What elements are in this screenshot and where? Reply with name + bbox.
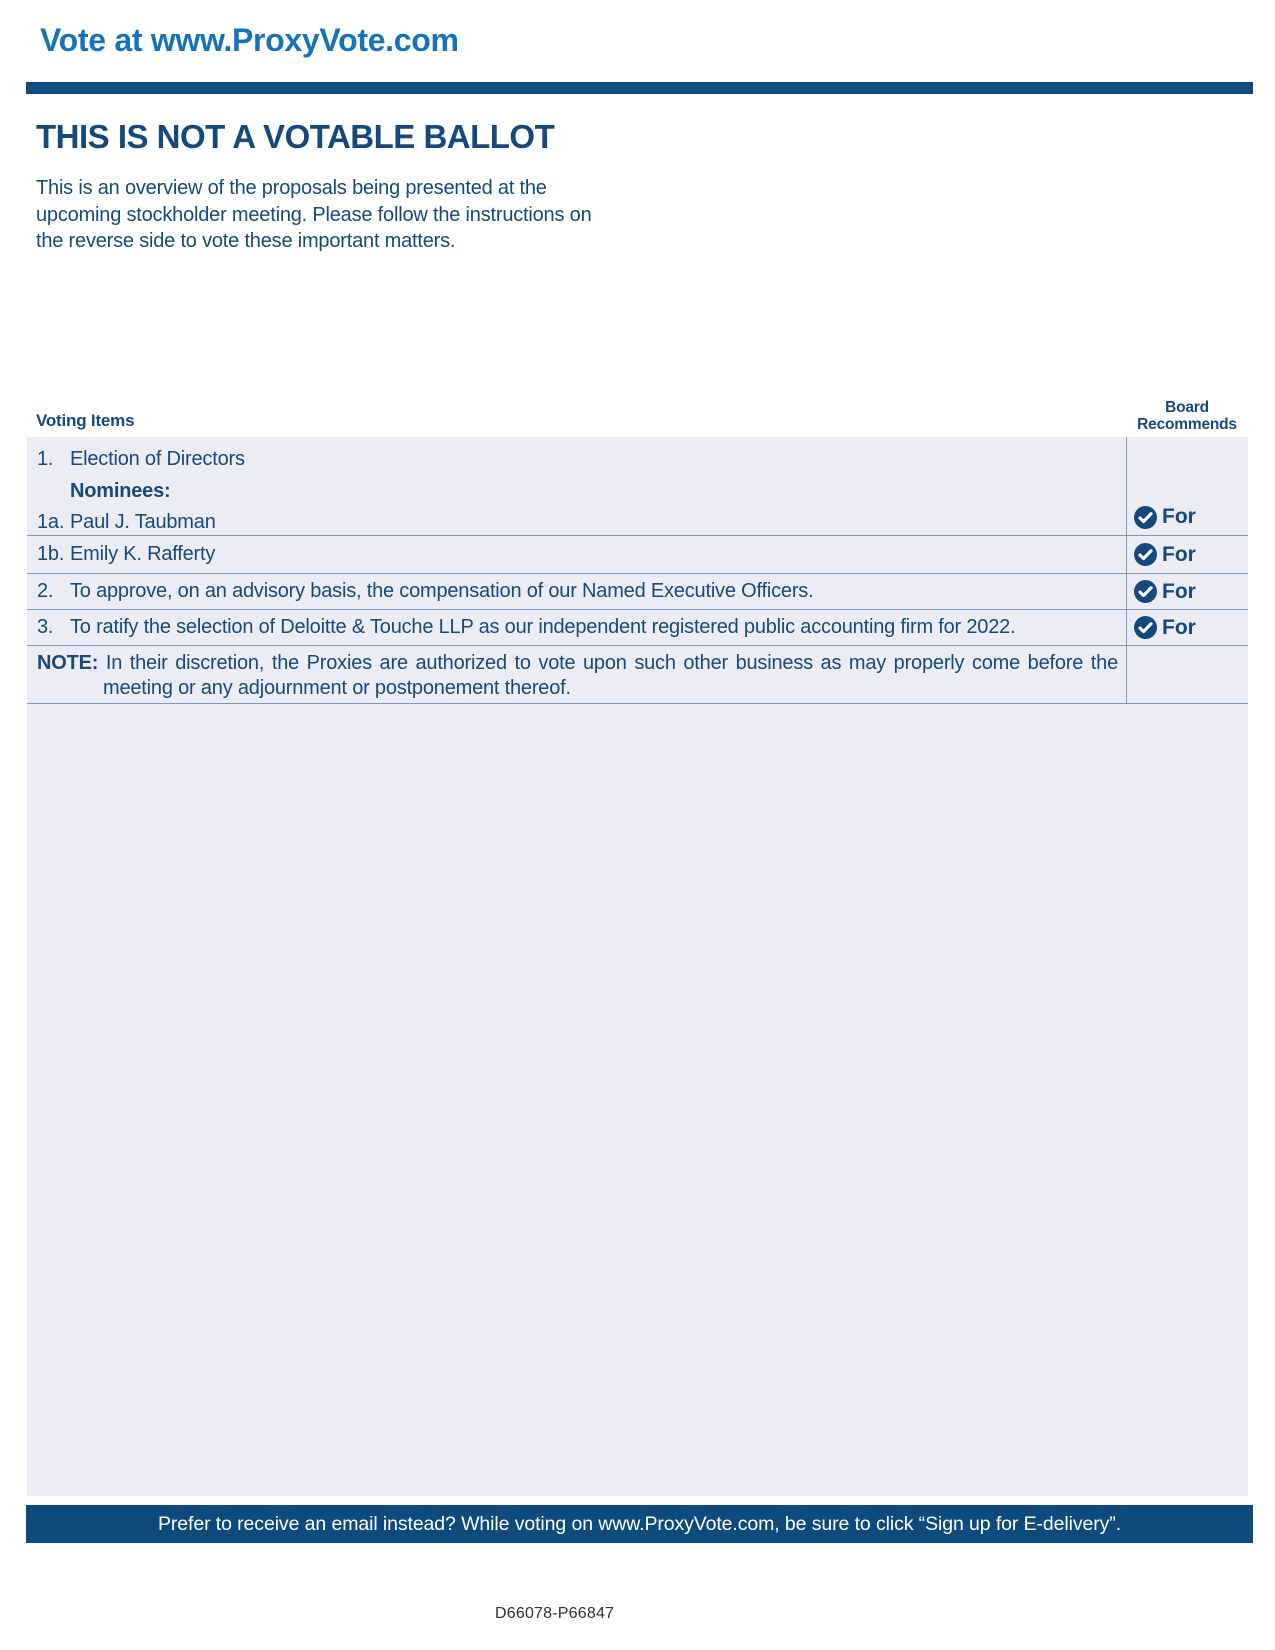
table-row-nominee-1b	[27, 536, 1248, 574]
edelivery-banner: Prefer to receive an email instead? While voting on www.ProxyVote.com, be sure to click “Sign up for E-delivery”.	[26, 1505, 1253, 1543]
nominees-line	[37, 476, 1118, 508]
note-paragraph	[37, 651, 1118, 701]
table-row-election-of-directors	[27, 437, 1248, 536]
recommend-cell-3	[1126, 610, 1248, 645]
nominee-1b-cell	[27, 536, 1126, 573]
note-cell	[27, 646, 1126, 703]
document-code: D66078-P66847	[495, 1605, 615, 1622]
table-empty-area	[27, 704, 1248, 1496]
table-row-note	[27, 646, 1248, 704]
proposal-label: Election of Directors	[70, 448, 245, 470]
voting-items-column-header: Voting Items	[36, 411, 135, 430]
page-title: THIS IS NOT A VOTABLE BALLOT	[36, 118, 555, 155]
nominee-1b-line	[37, 539, 1118, 571]
proposal-2-line	[37, 576, 1118, 608]
table-row-proposal-2	[27, 574, 1248, 610]
proposal-number: 3.	[37, 615, 54, 638]
proposal-3-cell	[27, 610, 1126, 645]
proposal-1-line	[37, 444, 1118, 476]
recommend-label: For	[1162, 579, 1196, 603]
intro-paragraph	[36, 175, 592, 255]
header-divider-rule	[26, 82, 1253, 94]
intro-line: This is an overview of the proposals being presented at the	[36, 177, 547, 199]
nominee-name: Paul J. Taubman	[70, 511, 216, 533]
note-text: In their discretion, the Proxies are authorized to vote upon such other business as may properly come before the meeting or any adjournment or postponement thereof.	[103, 652, 1118, 699]
board-recommends-column-header	[1126, 399, 1248, 433]
recommend-cell-1b	[1126, 536, 1248, 573]
for-check-icon	[1134, 580, 1157, 603]
for-check-icon	[1134, 506, 1157, 529]
proposal-number: 2.	[37, 579, 54, 602]
recommend-label: For	[1162, 542, 1196, 566]
nominee-number: 1a.	[37, 511, 65, 533]
nominee-number: 1b.	[37, 542, 65, 565]
vote-url-heading: Vote at www.ProxyVote.com	[40, 22, 459, 58]
voting-items-table	[27, 437, 1248, 1496]
intro-line: upcoming stockholder meeting. Please follow the instructions on	[36, 203, 592, 226]
proposal-label: To approve, on an advisory basis, the compensation of our Named Executive Officers.	[70, 579, 814, 602]
proposal-3-line	[37, 612, 1118, 644]
proposal-1-cell	[27, 437, 1126, 535]
nominees-label: Nominees:	[70, 479, 171, 502]
recommend-label: For	[1162, 615, 1196, 639]
board-recommends-line2: Recommends	[1137, 416, 1237, 433]
recommend-cell-note-empty	[1126, 646, 1248, 703]
proposal-number: 1.	[37, 448, 54, 470]
proposal-2-cell	[27, 574, 1126, 609]
note-label: NOTE:	[37, 652, 99, 674]
recommend-label: For	[1162, 505, 1196, 528]
intro-line: the reverse side to vote these important matters.	[36, 230, 456, 252]
nominee-1a-line	[37, 507, 1118, 539]
nominee-name: Emily K. Rafferty	[70, 542, 216, 565]
recommend-cell-1a	[1126, 437, 1248, 535]
proposal-label: To ratify the selection of Deloitte & Touche LLP as our independent registered public accounting firm for 2022.	[70, 615, 1016, 638]
board-recommends-line1: Board	[1165, 399, 1209, 416]
recommend-cell-2	[1126, 574, 1248, 609]
table-row-proposal-3	[27, 610, 1248, 646]
for-check-icon	[1134, 543, 1157, 566]
for-check-icon	[1134, 616, 1157, 639]
